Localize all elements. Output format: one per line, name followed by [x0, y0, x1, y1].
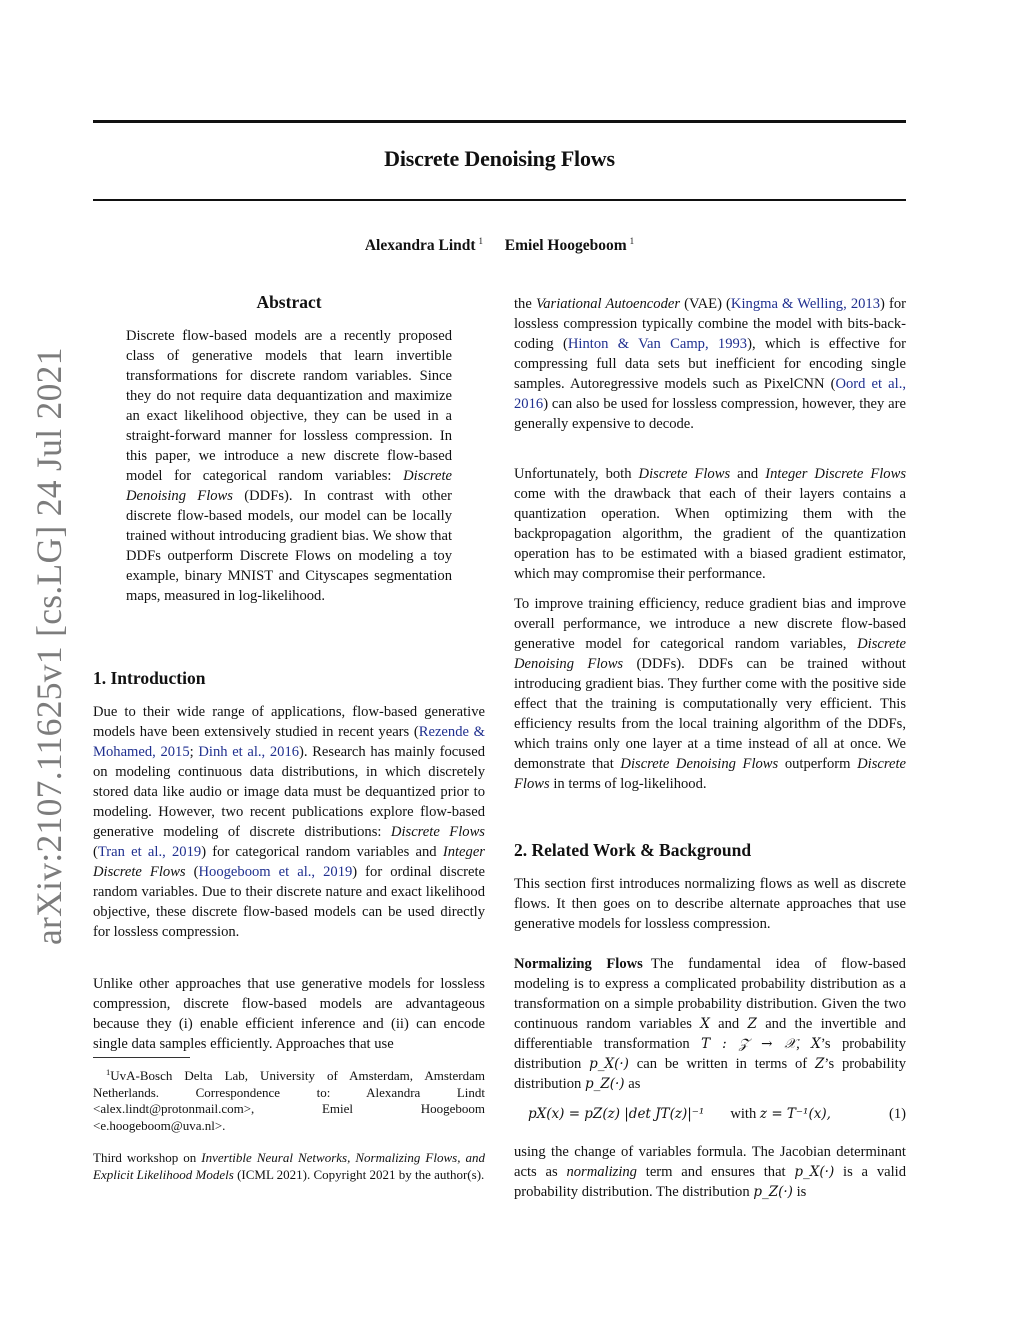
footnote-text: UvA-Bosch Delta Lab, University of Amsterdam, Amsterdam Netherlands. Correspondence to: Alexandra Lindt <alex.lindt@protonmail.com>, Emiel Hoogeboom <e.hoogeboom@uva.nl>. [93, 1068, 485, 1133]
equation-rhs: z = T⁻¹(x), [759, 1106, 831, 1122]
body-text: in terms of log-likelihood. [549, 776, 707, 792]
right-paragraph-2 [514, 464, 906, 584]
body-text: ) for categorical random variables and [201, 844, 443, 860]
math-symbol: Z [747, 1016, 757, 1032]
italic-term: Discrete Flows [638, 466, 731, 482]
math-symbol: X [811, 1036, 821, 1052]
body-text: and [730, 466, 766, 482]
math-symbol: Z [815, 1056, 825, 1072]
citation-link[interactable]: Rezende & Mohamed, 2015 [93, 724, 485, 760]
body-text: as [624, 1076, 641, 1092]
body-text: ( [93, 844, 98, 860]
normalizing-flows-paragraph [514, 954, 906, 1094]
equation-with-label: with [730, 1106, 757, 1122]
venue-name: Invertible Neural Networks, Normalizing Flows, and Explicit Likelihood Models [93, 1150, 485, 1182]
paper-title: Discrete Denoising Flows [384, 146, 615, 171]
introduction-paragraph-1 [93, 702, 485, 942]
math-expression: T : 𝒵 → 𝒳 [701, 1036, 797, 1052]
arxiv-identifier-stamp: arXiv:2107.11625v1 [cs.LG] 24 Jul 2021 [29, 347, 69, 945]
equation-number: (1) [888, 1106, 906, 1122]
author-name: Emiel Hoogeboom [504, 237, 627, 254]
body-text: Unlike other approaches that use generative models for lossless compression, discrete flow-based models are advantageous because they (i) enable efficient inference and (ii) can encode single data samples efficiently. Approaches that use [93, 976, 485, 1052]
affiliation-mark: 1 [478, 236, 484, 246]
body-text: Due to their wide range of applications, flow-based generative models have been extensively studied in recent years ( [93, 704, 485, 740]
equation-lhs: pX(x) = pZ(z) |det JT(z)|⁻¹ [528, 1106, 705, 1122]
author-list [93, 236, 906, 255]
introduction-paragraph-2 [93, 974, 485, 1054]
italic-term: Discrete Flows [514, 756, 906, 792]
footnote-text: (ICML 2021). Copyright 2021 by the author(s). [233, 1166, 485, 1182]
right-paragraph-3 [514, 594, 906, 794]
abstract-text: (DDFs). In contrast with other discrete flow-based models, our model can be locally trained without introducing gradient bias. We show that DDFs outperform Discrete Flows on modeling a toy example, binary MNIST and Cityscapes segmentation maps, measured in log-likelihood. [126, 488, 452, 604]
body-text: ) for ordinal discrete random variables. Due to their discrete nature and exact likelihood objective, these discrete flow-based models can be used directly for lossless compression. [93, 864, 485, 940]
citation-link[interactable]: Tran et al., 2019 [97, 844, 202, 860]
math-symbol: X [700, 1016, 710, 1032]
body-text: outperform [778, 756, 858, 772]
body-text: can be written in terms of [628, 1056, 815, 1072]
equation-1 [514, 1106, 906, 1123]
section-heading-introduction: 1. Introduction [93, 668, 206, 688]
body-text: is a valid probability distribution. The distribution [514, 1164, 906, 1200]
abstract-text: Discrete flow-based models are a recently proposed class of generative models that learn invertible transformations for discrete random variables. Since they do not require data dequantization and maximize an exact likelihood objective, they can be used in a straight-forward manner for lossless compression. In this paper, we introduce a new discrete flow-based model for categorical random variables: [126, 328, 452, 484]
body-text: The fundamental idea of flow-based modeling is to express a complicated probability distribution as a transformation on a simple probability distribution. Given the two continuous random variables [514, 956, 906, 1032]
body-text: ; [189, 744, 199, 760]
body-text: , [796, 1036, 812, 1052]
body-text: using the change of variables formula. The Jacobian determinant acts as [514, 1144, 906, 1180]
math-expression: p_X(·) [589, 1056, 629, 1072]
footnote-mark: 1 [106, 1067, 111, 1077]
paragraph-heading: Normalizing Flows [514, 956, 643, 972]
italic-term: Integer Discrete Flows [93, 844, 485, 880]
body-text: ( [185, 864, 199, 880]
body-text: ) can also be used for lossless compression, however, they are generally expensive to decode. [514, 396, 906, 432]
footnote-venue [93, 1150, 485, 1183]
body-text: and the invertible and differentiable transformation [514, 1016, 906, 1052]
section-heading-related-work: 2. Related Work & Background [514, 840, 752, 860]
citation-link[interactable]: Hinton & Van Camp, 1993 [567, 336, 748, 352]
citation-link[interactable]: Kingma & Welling, 2013 [730, 296, 881, 312]
abstract-italic-term: Discrete Denoising Flows [126, 468, 452, 504]
affiliation-mark: 1 [629, 236, 635, 246]
footnote-affiliation [93, 1064, 485, 1134]
footnote-rule [93, 1057, 190, 1058]
italic-term: normalizing [566, 1164, 637, 1180]
body-text: (DDFs). DDFs can be trained without introducing gradient bias. They further come with the positive side effect that the training is computationally very efficient. This efficiency results from the local training algorithm of the DDFs, which trains only one layer at a time instead of all at once. We demonstrate that [514, 656, 906, 772]
body-text: ’s probability distribution [514, 1036, 906, 1072]
title-top-rule [93, 120, 906, 123]
footnote-text: Third workshop on [93, 1150, 202, 1165]
body-text: Unfortunately, both [514, 466, 639, 482]
body-text: term and ensures that [636, 1164, 795, 1180]
right-paragraph-1 [514, 294, 906, 434]
math-expression: p_Z(·) [584, 1076, 625, 1092]
body-text: ), which is effective for compressing full data sets but inefficient for encoding single samples. Autoregressive models such as PixelCNN ( [514, 336, 906, 392]
citation-link[interactable]: Dinh et al., 2016 [198, 744, 300, 760]
italic-term: Variational Autoencoder [535, 296, 681, 312]
author-name: Alexandra Lindt [364, 237, 476, 254]
citation-link[interactable]: Hoogeboom et al., 2019 [198, 864, 353, 880]
body-text: and [709, 1016, 748, 1032]
after-equation-paragraph [514, 1142, 906, 1202]
body-text: come with the drawback that each of their layers contains a quantization operation. When optimizing them with the backpropagation algorithm, the gradient of the quantization operation has to be estimated with a biased gradient estimator, which may compromise their performance. [514, 486, 906, 582]
italic-term: Discrete Denoising Flows [514, 636, 906, 672]
body-text: the [514, 296, 536, 312]
body-text: ) for lossless compression typically combine the model with bits-back-coding ( [514, 296, 906, 352]
body-text: ’s probability distribution [514, 1056, 906, 1092]
abstract-body [126, 326, 452, 606]
body-text: To improve training efficiency, reduce gradient bias and improve overall performance, we introduce a new discrete flow-based generative model for categorical random variables, [514, 596, 906, 652]
body-text: ). Research has mainly focused on modeling continuous data distributions, in which discretely stored data like audio or image data must be dequantized prior to modeling. However, two recent publications explore flow-based generative modeling of discrete distributions: [93, 744, 485, 840]
body-text: (VAE) ( [680, 296, 731, 312]
body-text: is [792, 1184, 807, 1200]
abstract-heading: Abstract [256, 292, 322, 312]
italic-term: Integer Discrete Flows [765, 466, 906, 482]
title-bottom-rule [93, 199, 906, 201]
italic-term: Discrete Denoising Flows [620, 756, 779, 772]
related-work-intro [514, 874, 906, 934]
citation-link[interactable]: Oord et al., 2016 [514, 376, 906, 412]
body-text: This section first introduces normalizing flows as well as discrete flows. It then goes on to describe alternate approaches that use generative models for lossless compression. [514, 876, 906, 932]
math-expression: p_Z(·) [753, 1184, 793, 1200]
math-expression: p_X(·) [794, 1164, 835, 1180]
italic-term: Discrete Flows [390, 824, 485, 840]
